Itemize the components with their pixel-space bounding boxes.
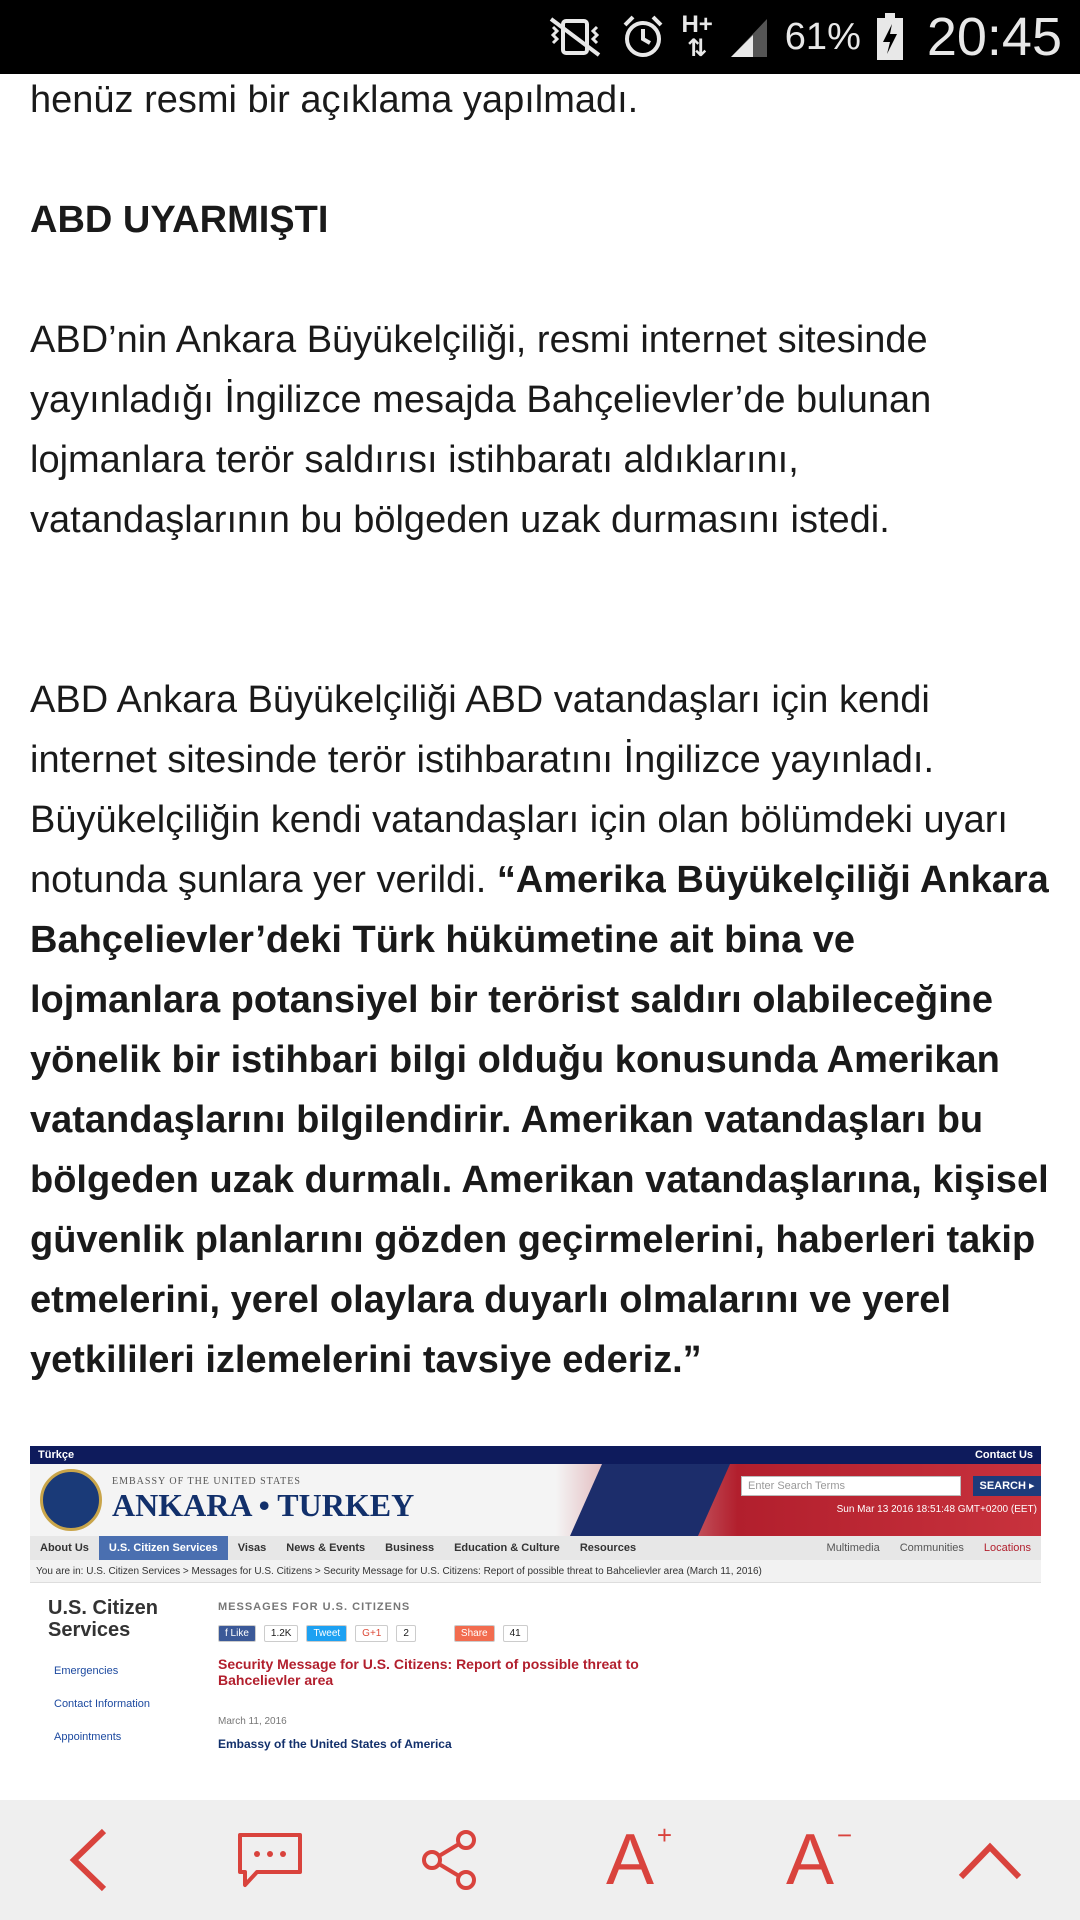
embed-section-label: MESSAGES FOR U.S. CITIZENS: [218, 1601, 411, 1613]
embed-contact-link: Contact Us: [974, 1449, 1033, 1461]
embed-nav-item: Locations: [983, 1542, 1031, 1554]
alarm-icon: [619, 7, 667, 67]
clock: 20:45: [926, 7, 1062, 67]
font-decrease-mark: −: [836, 1820, 853, 1850]
article-paragraph: [30, 670, 1050, 1390]
article-paragraph: ABD’nin Ankara Büyükelçiliği, resmi internet sitesinde yayınladığı İngilizce mesajda Bahçelievler’de bulunan lojmanlara terör saldırısı istihbaratı aldıklarını, vatandaşlarının bu bölgeden uzak durmasını istedi.: [30, 319, 932, 541]
embed-header: [30, 1464, 1041, 1536]
chevron-up-icon: [955, 1835, 1025, 1885]
embed-nav-item: Business: [385, 1542, 435, 1554]
embed-nav-item: Visas: [237, 1542, 267, 1554]
font-decrease-letter: A: [785, 1820, 835, 1900]
embed-author: Embassy of the United States of America: [218, 1737, 452, 1751]
embed-side-item: Contact Information: [54, 1698, 150, 1710]
embed-search-button: SEARCH ▸: [973, 1476, 1041, 1496]
font-increase-letter: A: [605, 1820, 655, 1900]
vibrate-mute-icon: [545, 7, 605, 67]
embed-main: [198, 1597, 1041, 1754]
comments-button[interactable]: [210, 1800, 330, 1920]
embassy-website-image[interactable]: [30, 1446, 1041, 1800]
embed-message-date: March 11, 2016: [218, 1716, 287, 1727]
flag-graphic: [570, 1464, 730, 1536]
embed-side-item: Appointments: [54, 1731, 122, 1743]
signal-strength-icon: [727, 7, 771, 67]
embed-headline: Security Message for U.S. Citizens: Report of possible threat to Bahcelievler area: [218, 1656, 639, 1688]
font-increase-mark: +: [656, 1820, 673, 1850]
paragraph-intro: ABD Ankara Büyükelçiliği ABD vatandaşları için kendi internet sitesinde terör istihbaratını İngilizce yayınladı. Büyükelçiliğin kendi vatandaşları için olan bölümdeki uyarı notunda şunlara yer verildi.: [30, 679, 1008, 901]
share-button[interactable]: [390, 1800, 510, 1920]
comment-icon: [235, 1830, 305, 1890]
embed-social-item: 41: [503, 1625, 528, 1642]
embed-top-bar: [30, 1446, 1041, 1464]
bottom-toolbar: [0, 1800, 1080, 1920]
battery-percent: 61%: [784, 15, 861, 58]
article-partial-line: henüz resmi bir açıklama yapılmadı.: [30, 79, 639, 121]
font-decrease-button[interactable]: [750, 1800, 870, 1920]
font-increase-icon: [605, 1820, 673, 1900]
embed-sidebar: [30, 1597, 198, 1754]
embed-nav-item: Multimedia: [826, 1542, 880, 1554]
back-button[interactable]: [30, 1800, 150, 1920]
embed-nav-item: News & Events: [286, 1542, 366, 1554]
embed-nav: [30, 1536, 1041, 1560]
embed-social-item: Share: [454, 1625, 495, 1642]
embed-social-item: Tweet: [306, 1625, 347, 1642]
embed-nav-item: U.S. Citizen Services: [99, 1536, 228, 1560]
chevron-left-icon: [60, 1825, 120, 1895]
battery-charging-icon: [875, 7, 905, 67]
embed-side-title: U.S. Citizen Services: [48, 1597, 159, 1641]
embed-side-item: Emergencies: [54, 1665, 119, 1677]
font-increase-button[interactable]: [570, 1800, 690, 1920]
embed-social-item: f Like: [218, 1625, 256, 1642]
scroll-to-top-button[interactable]: [930, 1800, 1050, 1920]
embed-social-buttons: [218, 1625, 1041, 1642]
embed-breadcrumb: You are in: U.S. Citizen Services > Messages for U.S. Citizens > Security Message for U.S. Citizens: Report of possible threat to Bahcelievler area (March 11, 2016): [30, 1560, 1041, 1583]
share-icon: [418, 1828, 482, 1892]
embed-small-title: EMBASSY OF THE UNITED STATES: [112, 1476, 301, 1487]
network-type-indicator: H+ ⇅: [681, 11, 713, 62]
embassy-quote: “Amerika Büyükelçiliği Ankara Bahçelievler’deki Türk hükümetine ait bina ve lojmanlara potansiyel bir terörist saldırı olabileceğine yönelik bir istihbari bilgi olduğu konusunda Amerikan vatandaşlarını bilgilendirir. Amerikan vatandaşları bu bölgeden uzak durmalı. Amerikan vatandaşlarına, kişisel güvenlik planlarını gözden geçirmelerini, haberleri takip etmelerini, yerel olaylara duyarlı olmalarını ve yerel yetkilileri izlemelerini tavsiye ederiz.”: [30, 859, 1049, 1381]
embed-social-item: G+1: [355, 1625, 388, 1642]
embed-nav-item: Communities: [899, 1542, 964, 1554]
font-decrease-icon: [785, 1820, 853, 1900]
embed-date: Sun Mar 13 2016 18:51:48 GMT+0200 (EET): [836, 1504, 1037, 1515]
embed-social-item: 2: [396, 1625, 416, 1642]
embassy-seal-icon: [40, 1469, 102, 1531]
embed-title: ANKARA • TURKEY: [112, 1487, 415, 1523]
embed-nav-item: Resources: [579, 1542, 637, 1554]
embed-search-field: Enter Search Terms: [741, 1476, 961, 1496]
embed-language-link: Türkçe: [38, 1449, 75, 1461]
status-bar: [0, 0, 1080, 74]
embed-nav-item: About Us: [40, 1542, 89, 1554]
embed-nav-item: Education & Culture: [454, 1542, 560, 1554]
section-heading: ABD UYARMIŞTI: [30, 199, 329, 241]
embed-social-item: 1.2K: [264, 1625, 299, 1642]
